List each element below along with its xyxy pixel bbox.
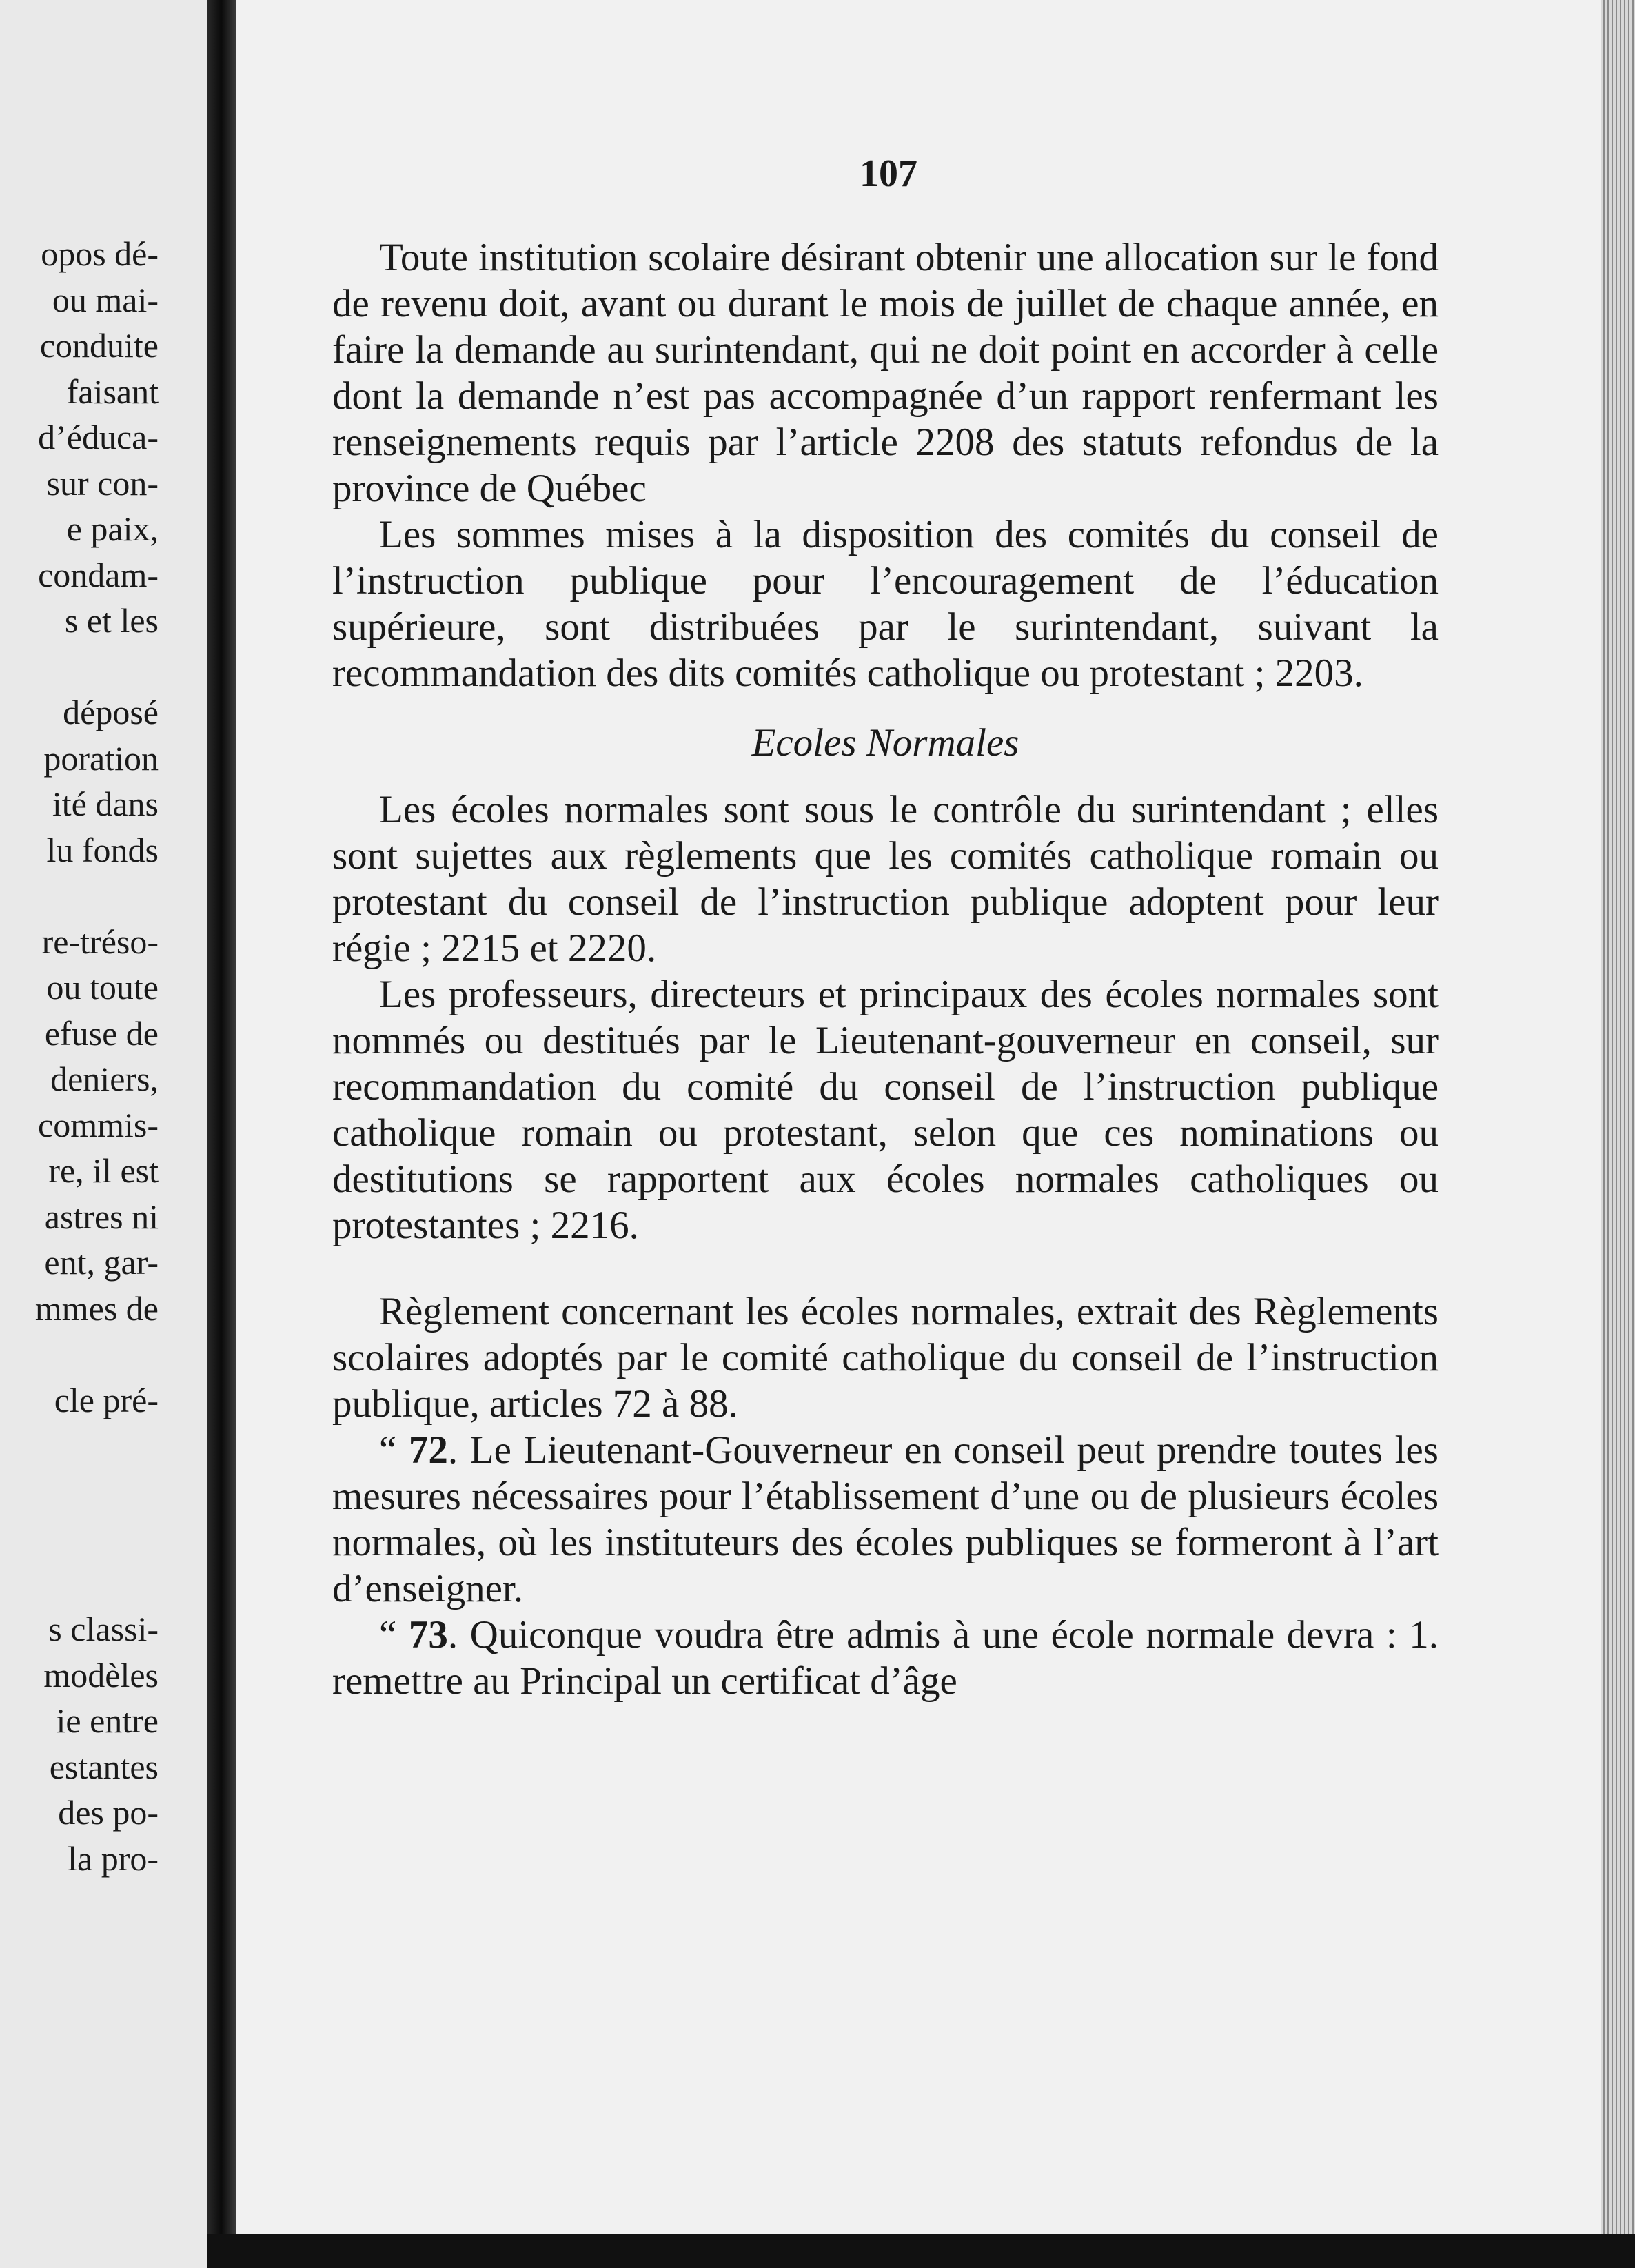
paragraph-ecoles-normales: Les écoles normales sont sous le contrôle du surintendant ; elles sont sujettes aux règlements que les comités catholique romain ou protestant du conseil de l’instruction publique adoptent pour leur régie ; 2215 et 2220.	[332, 788, 1439, 970]
paragraph-sommes: Les sommes mises à la disposition des comités du conseil de l’instruction publique pour l’encouragement de l’éducation supérieure, sont distribuées par le surintendant, suivant la recommandation des dits comités catholique ou protestant ; 2203.	[332, 513, 1439, 695]
left-page-line: lu fonds	[46, 830, 159, 869]
left-page-line: s classi-	[48, 1610, 159, 1648]
article-72	[332, 1427, 1439, 1612]
left-page-line: déposé	[63, 693, 159, 731]
left-page-line: poration	[43, 738, 159, 778]
left-page-line: e paix,	[66, 509, 159, 548]
article-72-number: 72	[408, 1428, 448, 1472]
left-page-line: efuse de	[44, 1013, 159, 1053]
left-page-line: faisant	[66, 372, 159, 411]
left-page-line: ou toute	[46, 968, 159, 1006]
section-heading: Ecoles Normales	[751, 721, 1019, 765]
scan-border	[207, 2234, 1635, 2268]
left-page-line: mmes de	[34, 1288, 159, 1328]
paragraph-professeurs: Les professeurs, directeurs et principaux des écoles normales sont nommés ou destitués par le Lieutenant-gouverneur en conseil, sur recommandation du comité du conseil de l’instruction publique catholique romain ou protestant, selon que ces nominations ou destitutions se rapportent aux écoles normales catholiques ou protestantes ; 2216.	[332, 973, 1439, 1247]
article-73-number: 73	[408, 1613, 448, 1657]
left-page-line: ou mai-	[52, 280, 159, 319]
left-page-line: condam-	[38, 555, 159, 594]
left-page-line: s et les	[64, 601, 159, 640]
left-page-line: ité dans	[52, 784, 159, 823]
book-gutter	[207, 0, 236, 2268]
left-page-line: modèles	[43, 1655, 159, 1694]
left-page-line: opos dé-	[41, 234, 159, 273]
article-73-text: . Quiconque voudra être admis à une école normale devra : 1. remettre au Principal un certificat d’âge	[332, 1613, 1439, 1703]
page-number: 107	[860, 152, 917, 195]
left-page-line: ent, gar-	[44, 1243, 159, 1282]
article-72-text: . Le Lieutenant-Gouverneur en conseil peut prendre toutes les mesures nécessaires pour l’établissement d’une ou de plusieurs écoles normales, où les instituteurs des écoles publiques se formeront à l’art d’enseigner.	[332, 1428, 1439, 1610]
left-page-line: astres ni	[44, 1197, 159, 1236]
left-page	[0, 0, 207, 2268]
left-page-line: conduite	[39, 326, 159, 365]
left-page-line: commis-	[38, 1105, 159, 1144]
article-72-quote: “	[379, 1428, 409, 1472]
left-page-line: ie entre	[56, 1701, 159, 1740]
left-page-line: estantes	[49, 1747, 159, 1786]
left-page-line: d’éduca-	[38, 418, 159, 456]
paragraph-reglement: Règlement concernant les écoles normales, extrait des Règlements scolaires adoptés par le comité catholique du conseil de l’instruction publique, articles 72 à 88.	[332, 1290, 1439, 1426]
left-page-line: des po-	[58, 1793, 159, 1832]
page-edge	[1601, 0, 1635, 2268]
left-page-line: la pro-	[68, 1839, 159, 1878]
right-page	[236, 0, 1601, 2247]
body-text	[332, 234, 1439, 1704]
article-73	[332, 1612, 1439, 1704]
left-page-line: re, il est	[48, 1151, 159, 1190]
paragraph-allocation: Toute institution scolaire désirant obtenir une allocation sur le fond de revenu doit, avant ou durant le mois de juillet de chaque année, en faire la demande au surintendant, qui ne doit point en accorder à celle dont la demande n’est pas accompagnée d’un rapport renfermant les renseignements requis par l’article 2208 des statuts refondus de la province de Québec	[332, 236, 1439, 510]
left-page-line: cle pré-	[54, 1380, 159, 1419]
left-page-line: sur con-	[46, 463, 159, 503]
left-page-line: deniers,	[50, 1060, 159, 1098]
left-page-line: re-tréso-	[41, 922, 159, 961]
article-73-quote: “	[379, 1613, 409, 1657]
